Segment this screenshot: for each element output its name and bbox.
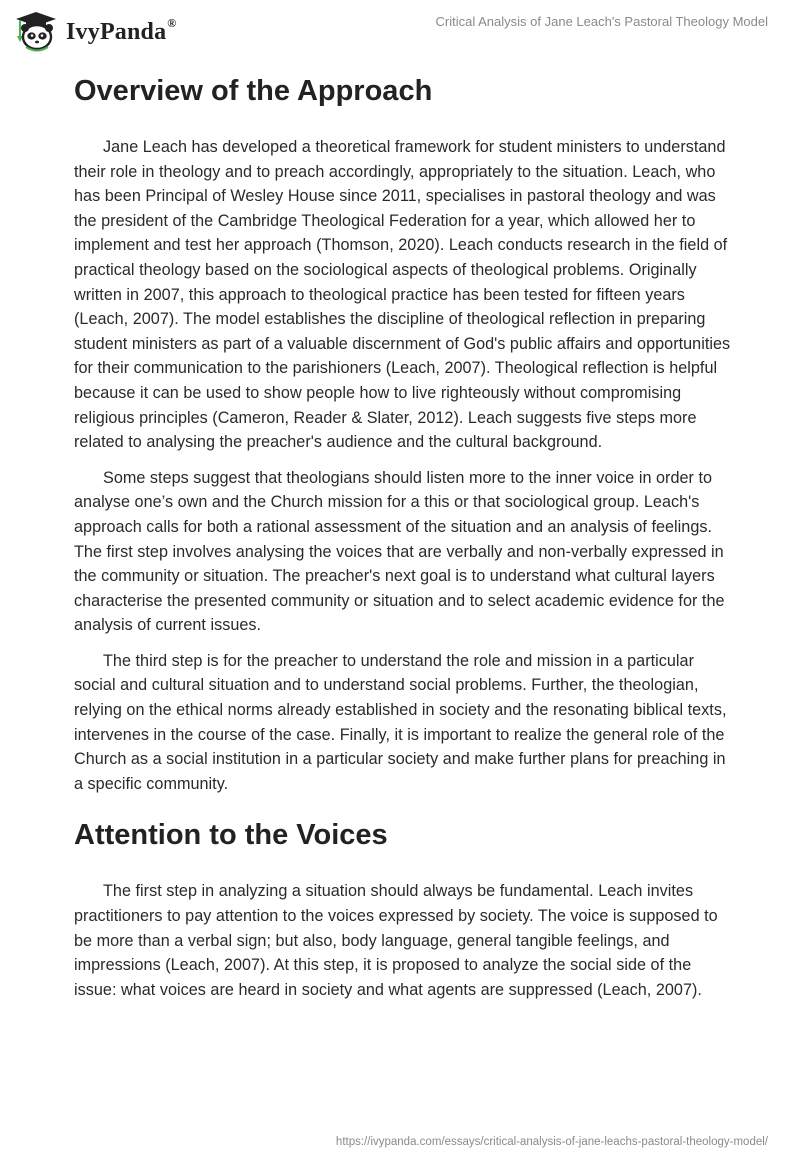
source-url[interactable]: https://ivypanda.com/essays/critical-analysis-of-jane-leachs-pastoral-theology-model/ bbox=[335, 1136, 768, 1148]
paragraph: The first step in analyzing a situation should always be fundamental. Leach invites practitioners to pay attention to the voices expressed by society. The voice is supposed to be more than a verbal sign; but also, body language, general tangible feelings, and impressions (Leach, 2007). At this step, it is proposed to analyze the social side of the issue: what voices are heard in society and what agents are suppressed (Leach, 2007). bbox=[74, 882, 718, 999]
article-content bbox=[74, 72, 734, 1013]
registered-mark: ® bbox=[167, 16, 177, 30]
section-heading: Attention to the Voices bbox=[74, 819, 388, 852]
paragraph: Jane Leach has developed a theoretical framework for student ministers to understand their role in theology and to preach accordingly, appropriately to the situation. Leach, who has been Principal of Wesley House since 2011, specialises in pastoral theology and was the president of the Cambridge Theological Federation for a year, which allowed her to implement and test her approach (Thomson, 2020). Leach conducts research in the field of practical theology based on the sociological aspects of theological problems. Originally written in 2007, this approach to theological practice has been tested for fifteen years (Leach, 2007). The model establishes the discipline of theological reflection in preparing student ministers as part of a valuable discernment of God's public affairs and opportunities for their communication to the parishioners (Leach, 2007). Theological reflection is helpful because it can be used to show people how to live righteously without compromising religious principles (Cameron, Reader & Slater, 2012). Leach suggests five steps more related to analysing the preacher's audience and the cultural background. bbox=[74, 138, 731, 452]
brand-logo[interactable] bbox=[12, 10, 176, 52]
section-heading: Overview of the Approach bbox=[74, 75, 433, 107]
paragraph: The third step is for the preacher to understand the role and mission in a particular social and cultural situation and to understand social problems. Further, the theologian, relying on the ethical norms already established in society and the resonating biblical texts, intervenes in the course of the case. Finally, it is important to realize the general role of the Church as a social institution in a particular society and make further plans for preaching in a specific community. bbox=[74, 651, 727, 793]
brand-name: IvyPanda® bbox=[66, 16, 177, 45]
page-header bbox=[0, 0, 800, 60]
panda-graduate-icon bbox=[12, 10, 60, 52]
document-title: Critical Analysis of Jane Leach's Pastoral Theology Model bbox=[435, 14, 768, 29]
section-attention-voices bbox=[74, 816, 734, 1002]
paragraph: Some steps suggest that theologians should listen more to the inner voice in order to analyse one’s own and the Church mission for a this or that sociological group. Leach's approach calls for both a rational assessment of the situation and an analysis of feelings. The first step involves analysing the voices that are verbally and non-verbally expressed in the community or situation. The preacher's next goal is to understand what cultural layers characterise the presented community or situation and to select academic evidence for the analysis of current issues. bbox=[74, 468, 725, 635]
section-overview bbox=[74, 72, 734, 796]
